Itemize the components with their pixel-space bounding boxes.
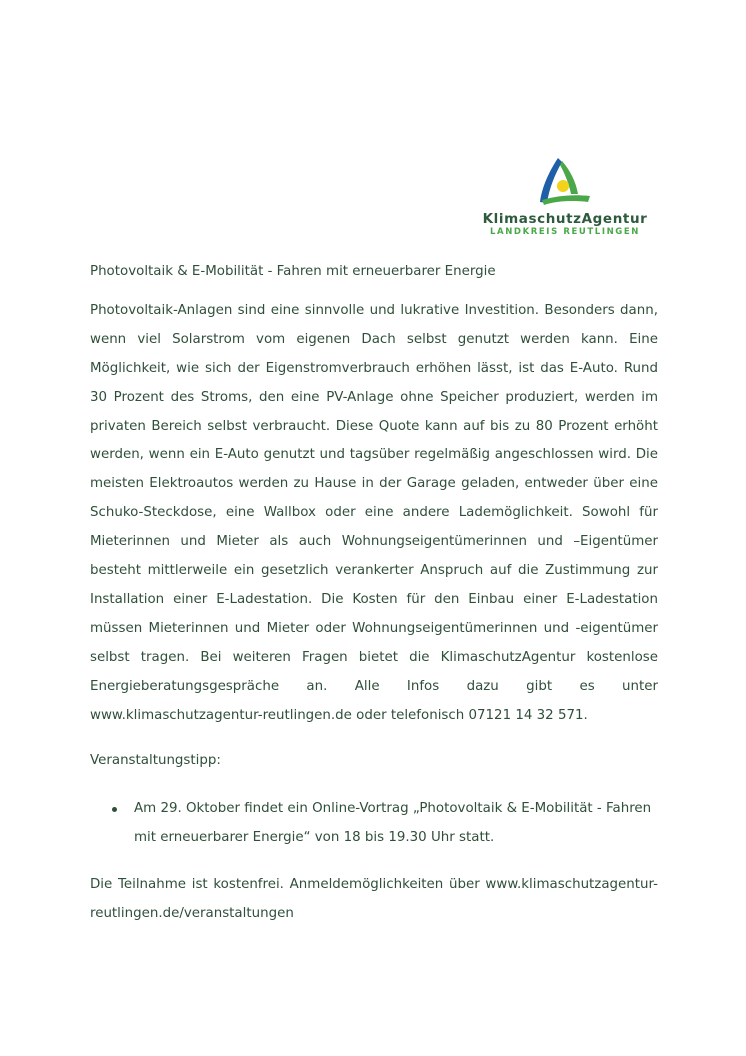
logo-subtitle: LANDKREIS REUTLINGEN <box>490 227 640 237</box>
logo-name: KlimaschutzAgentur <box>482 211 648 227</box>
event-label: Veranstaltungstipp: <box>90 752 221 768</box>
closing-text: Die Teilnahme ist kostenfrei. Anmeldemöglichkeiten über www.klimaschutzagentur-reutlingen.de/veranstaltungen <box>90 877 658 922</box>
article-heading: Photovoltaik & E-Mobilität - Fahren mit erneuerbarer Energie <box>90 264 496 279</box>
bullet-icon <box>112 807 117 812</box>
list-item <box>134 795 658 853</box>
event-bullet-text: Am 29. Oktober findet ein Online-Vortrag „Photovoltaik & E-Mobilität - Fahren mit erneuerbarer Energie“ von 18 bis 19.30 Uhr statt. <box>134 801 652 846</box>
logo-mark-icon <box>536 156 592 208</box>
logo-sun-icon <box>557 180 569 192</box>
event-list <box>90 795 658 853</box>
klimaschutzagentur-logo <box>478 156 658 240</box>
article <box>90 258 658 929</box>
logo-blue-swoosh <box>540 158 562 203</box>
article-body: Photovoltaik-Anlagen sind eine sinnvolle und lukrative Investition. Besonders dann, wenn viel Solarstrom vom eigenen Dach selbst genutzt werden kann. Eine Möglichkeit, wie sich der Eigenstromverbrauch erhöhen lässt, ist das E-Auto. Rund 30 Prozent des Stroms, den eine PV-Anlage ohne Speicher produziert, werden im privaten Bereich selbst verbraucht. Diese Quote kann auf bis zu 80 Prozent erhöht werden, wenn ein E-Auto genutzt und tagsüber regelmäßig angeschlossen wird. Die meisten Elektroautos werden zu Hause in der Garage geladen, entweder über eine Schuko-Steckdose, eine Wallbox oder eine andere Lademöglichkeit. Sowohl für Mieterinnen und Mieter als auch Wohnungseigentümerinnen und –Eigentümer besteht mittlerweile ein gesetzlich verankerter Anspruch auf die Zustimmung zur Installation einer E-Ladestation. Die Kosten für den Einbau einer E-Ladestation müssen Mieterinnen und Mieter oder Wohnungseigentümerinnen und -eigentümer selbst tragen. Bei weiteren Fragen bietet die KlimaschutzAgentur kostenlose Energieberatungsgespräche an. Alle Infos dazu gibt es unter www.klimaschutzagentur-reutlingen.de oder telefonisch 07121 14 32 571. <box>90 302 658 723</box>
logo-green-base <box>542 195 590 205</box>
